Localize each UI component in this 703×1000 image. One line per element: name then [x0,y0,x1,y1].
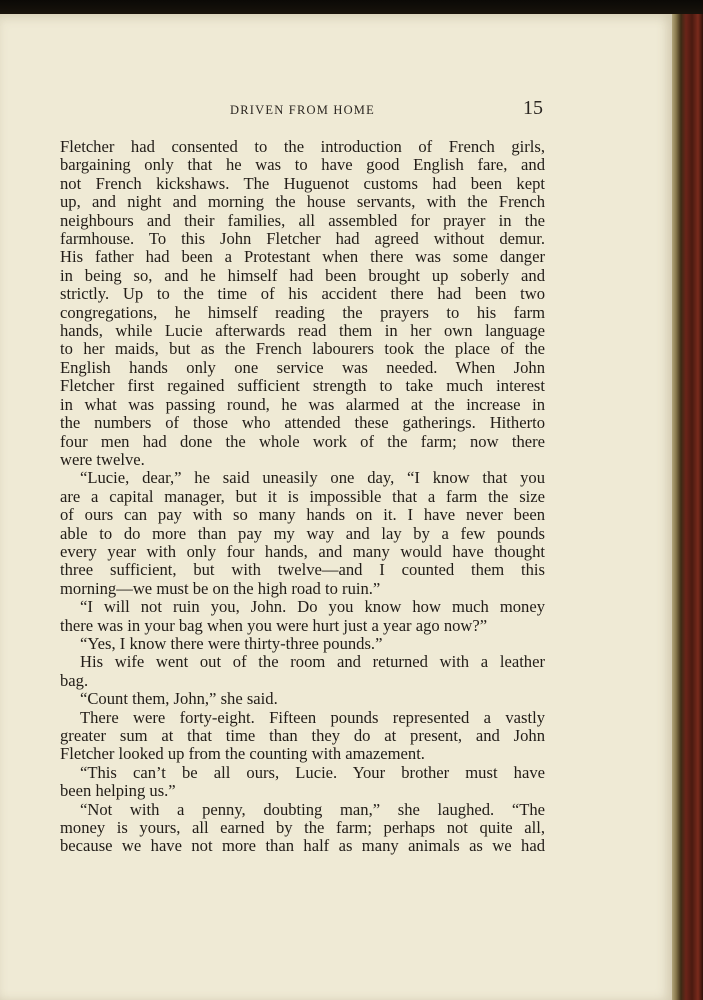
text-line: every year with only four hands, and many would have thought [60,541,545,561]
book-spine-edge [672,14,703,1000]
text-line: three sufficient, but with twelve—and I counted them this [60,560,545,580]
text-line: been helping us.” [60,781,176,801]
text-line: Fletcher had consented to the introduction of French girls, [60,137,545,156]
text-line: in what was passing round, he was alarmed at the increase in [60,394,545,414]
text-line: His father had been a Protestant when there was some danger [60,247,545,267]
text-line: Fletcher looked up from the counting with amazement. [60,744,425,764]
text-line: because we have not more than half as many animals as we had [60,836,545,856]
text-line: morning—we must be on the high road to ruin.” [60,578,381,598]
text-line: to her maids, but as the French labourers took the place of the [60,339,545,359]
text-line: bargaining only that he was to have good English fare, and [60,155,545,175]
text-line: “Lucie, dear,” he said uneasily one day, “I know that you [80,468,545,488]
text-line: bag. [60,670,89,690]
text-line: the numbers of those who attended these gatherings. Hitherto [60,413,545,433]
text-line: “Yes, I know there were thirty-three pounds.” [80,633,383,653]
text-line: money is yours, all earned by the farm; perhaps not quite all, [60,818,545,838]
text-line: greater sum at that time than they do at present, and John [60,726,545,745]
text-line: able to do more than pay my way and lay by a few pounds [60,523,545,543]
text-line: were twelve. [60,449,145,469]
text-line: up, and night and morning the house servants, with the French [60,192,545,212]
text-line: “Not with a penny, doubting man,” she laughed. “The [80,799,545,819]
text-line: there was in your bag when you were hurt just a year ago now?” [60,615,488,635]
text-line: “I will not ruin you, John. Do you know how much money [80,597,545,617]
text-line: four men had done the whole work of the farm; now there [60,431,545,451]
page-number: 15 [523,97,543,119]
text-line: congregations, he himself reading the prayers to his farm [60,302,545,322]
text-line: His wife went out of the room and returned with a leather [80,652,545,672]
text-line: of ours can pay with so many hands on it. I have never been [60,505,545,525]
text-line: Fletcher first regained sufficient strength to take much interest [60,376,545,396]
body-text [60,138,545,856]
running-title: DRIVEN FROM HOME [230,103,375,117]
page-header [60,97,545,127]
text-line: in being so, and he himself had been brought up soberly and [60,265,545,285]
text-line: farmhouse. To this John Fletcher had agreed without demur. [60,229,545,249]
text-line: “This can’t be all ours, Lucie. Your brother must have [80,762,545,782]
text-line: hands, while Lucie afterwards read them in her own language [60,321,545,341]
text-line: are a capital manager, but it is impossible that a farm the size [60,486,545,506]
text-line: not French kickshaws. The Huguenot customs had been kept [60,173,545,193]
text-line: “Count them, John,” she said. [80,689,278,709]
text-line: English hands only one service was needed. When John [60,357,545,377]
text-line: There were forty-eight. Fifteen pounds represented a vastly [80,707,545,727]
text-line: neighbours and their families, all assembled for prayer in the [60,210,545,230]
text-line: strictly. Up to the time of his accident there had been two [60,284,545,304]
